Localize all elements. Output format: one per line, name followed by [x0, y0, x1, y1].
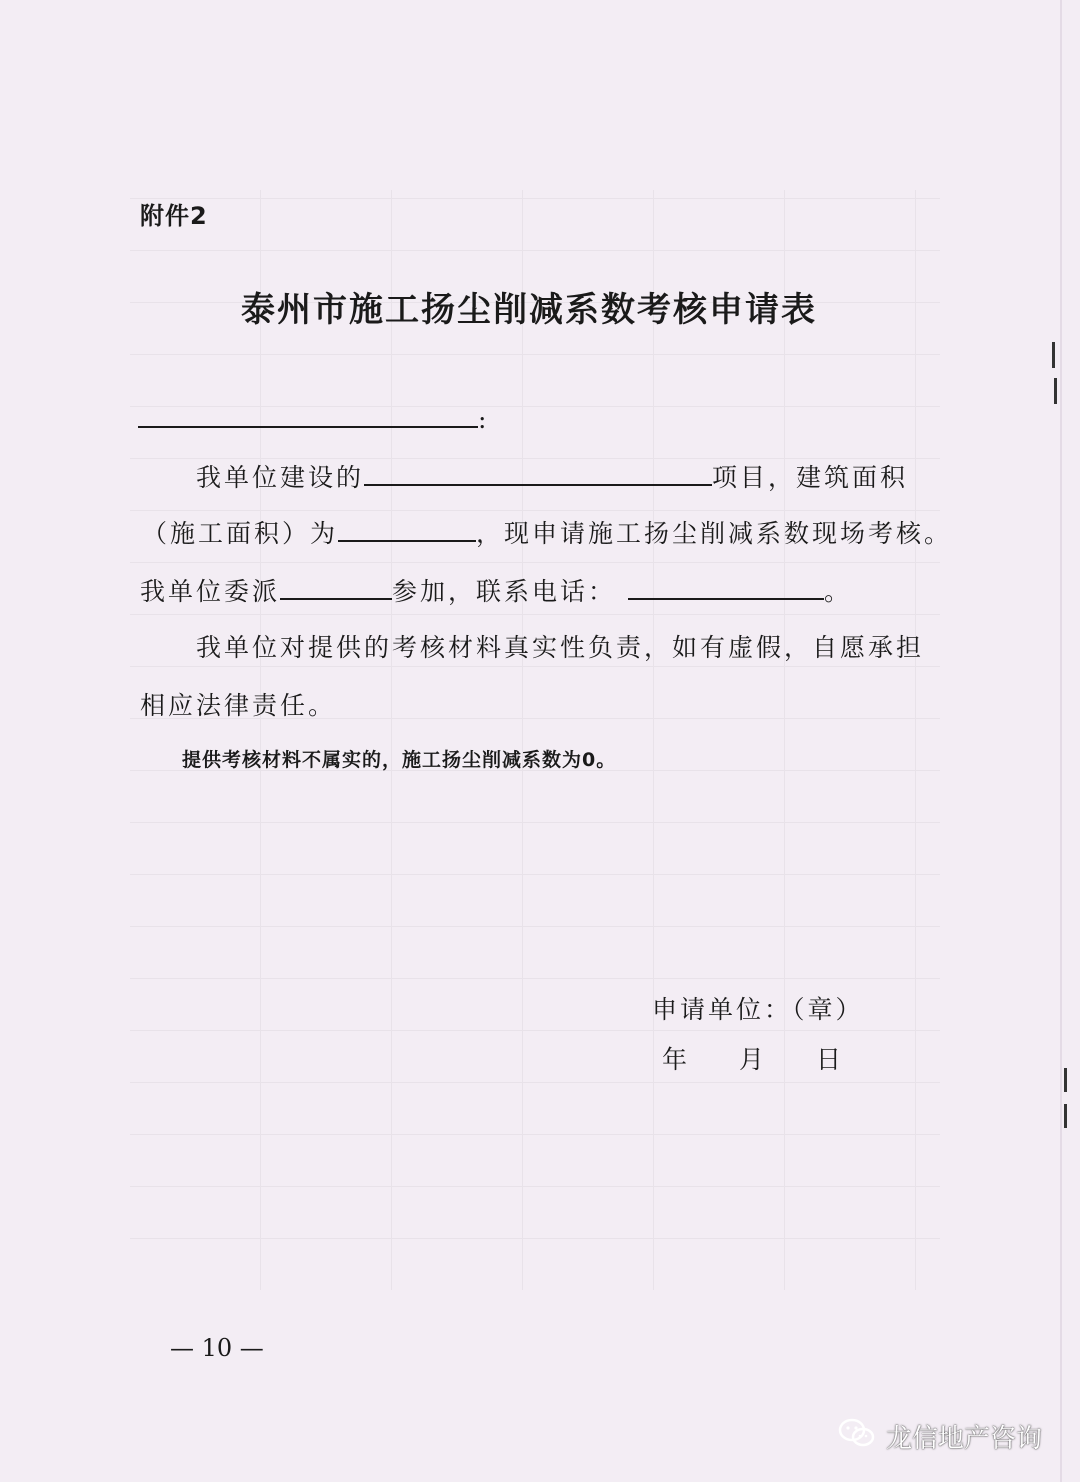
project-area-text: 项目，建筑面积	[712, 463, 909, 492]
contact-phone-text: 参加，联系电话：	[392, 577, 617, 606]
binding-mark	[1052, 342, 1055, 368]
applicant-seal-line: 申请单位：（章）	[652, 995, 864, 1024]
attachment-label: 附件2	[140, 202, 208, 230]
bleed-through-table	[130, 190, 940, 1290]
paragraph-contact	[140, 572, 852, 608]
binding-mark	[1054, 378, 1057, 404]
paragraph-area	[142, 514, 952, 550]
date-year: 年	[662, 1045, 688, 1074]
page-number: — 10 —	[170, 1334, 264, 1362]
area-lead-text: （施工面积）为	[142, 519, 339, 548]
phone-blank[interactable]	[628, 572, 824, 600]
area-blank[interactable]	[338, 514, 476, 542]
addressee-colon: :	[478, 405, 490, 434]
date-month: 月	[738, 1045, 764, 1074]
watermark-text: 龙信地产咨询	[886, 1424, 1043, 1454]
delegate-blank[interactable]	[280, 572, 392, 600]
addressee-line	[138, 400, 489, 434]
binding-mark	[1064, 1104, 1067, 1128]
paragraph-responsibility-line1: 我单位对提供的考核材料真实性负责，如有虚假，自愿承担	[196, 633, 925, 662]
watermark	[838, 1418, 1042, 1455]
paragraph-project	[196, 458, 908, 494]
paragraph-responsibility-line2: 相应法律责任。	[140, 691, 337, 720]
area-request-text: ，现申请施工扬尘削减系数现场考核。	[476, 519, 953, 548]
form-title: 泰州市施工扬尘削减系数考核申请表	[241, 290, 817, 330]
note-text: 提供考核材料不属实的，施工扬尘削减系数为0。	[182, 749, 617, 771]
page-edge	[1060, 0, 1062, 1482]
project-lead-text: 我单位建设的	[196, 463, 365, 492]
date-day: 日	[815, 1045, 841, 1074]
binding-mark	[1064, 1068, 1067, 1092]
date-line	[662, 1040, 841, 1076]
contact-end-text: 。	[824, 577, 853, 606]
project-name-blank[interactable]	[364, 458, 712, 486]
delegate-lead-text: 我单位委派	[140, 577, 281, 606]
addressee-blank[interactable]	[138, 400, 478, 428]
wechat-icon	[838, 1418, 876, 1455]
